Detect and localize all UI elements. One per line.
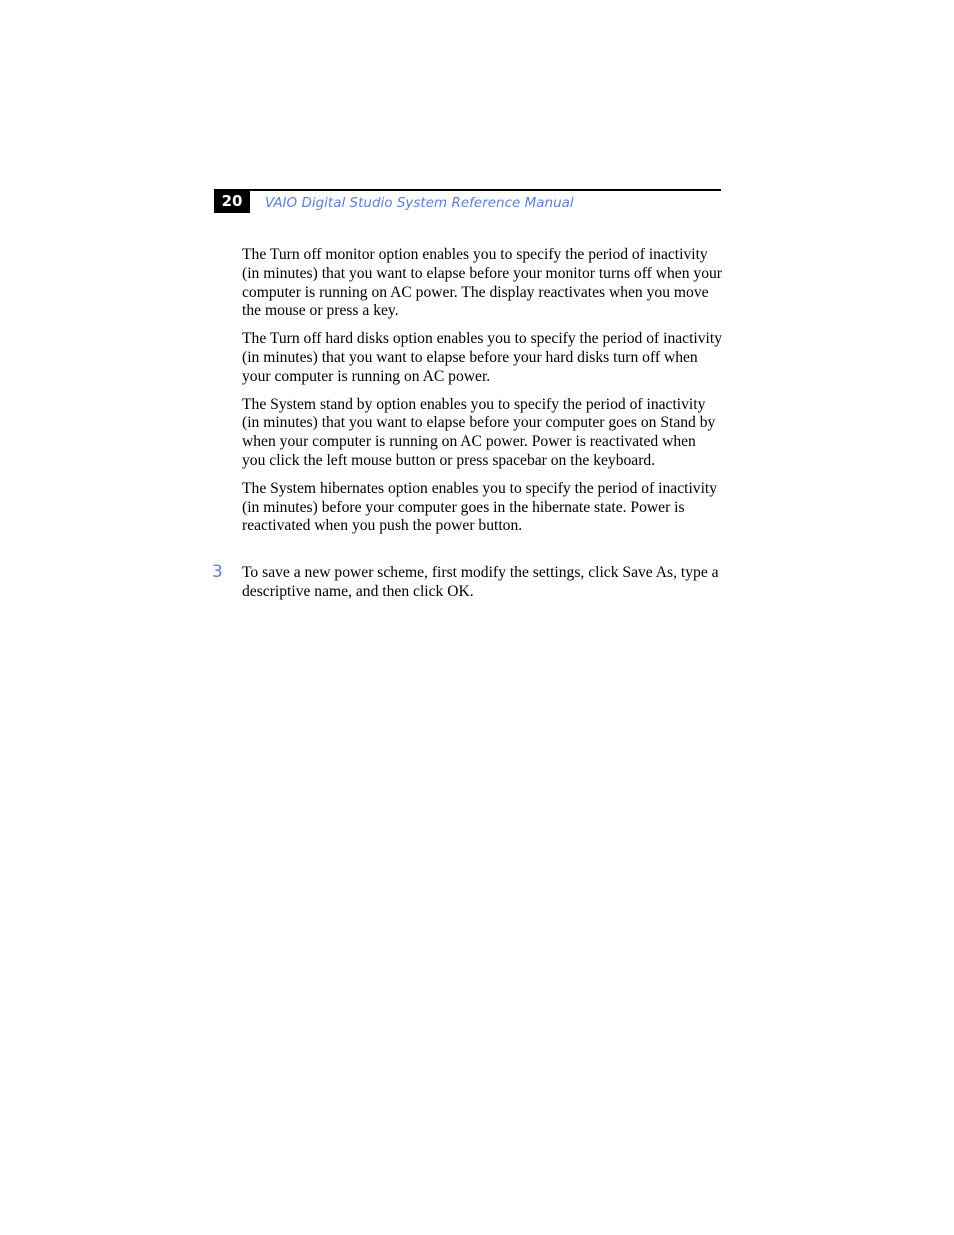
step-item (212, 564, 722, 602)
body-text (242, 246, 722, 545)
header-rule (214, 189, 721, 191)
step-number: 3 (212, 562, 223, 582)
running-title: VAIO Digital Studio System Reference Manual (265, 195, 574, 211)
paragraph-turn-off-hard-disks: The Turn off hard disks option enables you to specify the period of inactivity (in minutes) that you want to elapse before your hard disks turn off when your computer is running on AC power. (242, 330, 723, 385)
paragraph-system-stand-by: The System stand by option enables you to specify the period of inactivity (in minutes) that you want to elapse before your computer goes on Stand by when your computer is running on AC power. Power is reactivated when you click the left mouse button or press spacebar on the keyboard. (242, 395, 716, 469)
page-number: 20 (214, 190, 250, 213)
paragraph-turn-off-monitor: The Turn off monitor option enables you to specify the period of inactivity (in minutes) that you want to elapse before your monitor turns off when your computer is running on AC power. The display reactivates when you move the mouse or press a key. (242, 246, 722, 320)
paragraph-system-hibernates: The System hibernates option enables you to specify the period of inactivity (in minutes) before your computer goes in the hibernate state. Power is reactivated when you push the power button. (242, 479, 718, 535)
step-text: To save a new power scheme, first modify the settings, click Save As, type a descriptive name, and then click OK. (242, 564, 719, 600)
